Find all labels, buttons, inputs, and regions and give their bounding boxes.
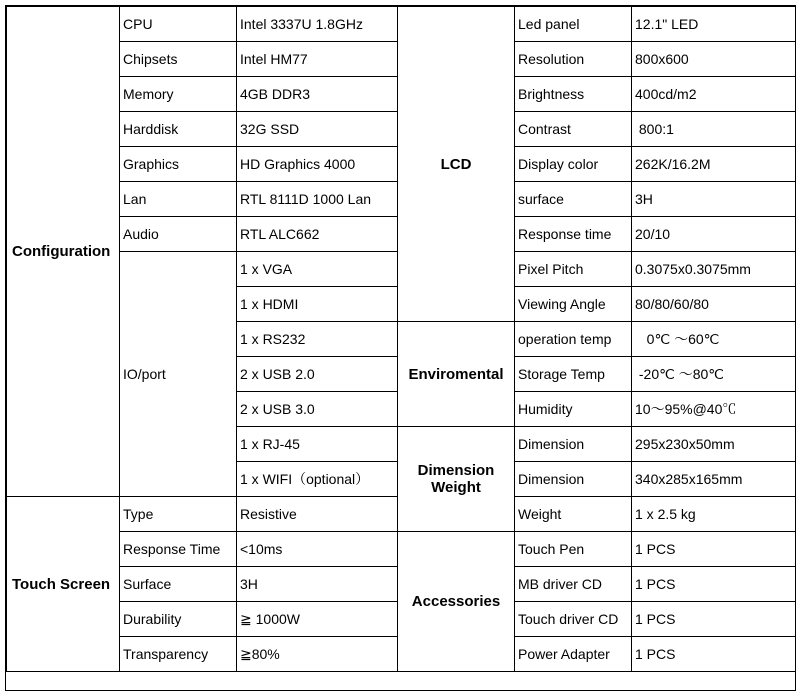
spec-value: 1 x VGA (237, 252, 398, 287)
spec-value: <10ms (237, 532, 398, 567)
spec-label: Response Time (120, 532, 237, 567)
spec-value: 1 x 2.5 kg (632, 497, 796, 532)
spec-value: 400cd/m2 (632, 77, 796, 112)
spec-value: 800x600 (632, 42, 796, 77)
spec-label: surface (515, 182, 632, 217)
spec-value: 12.1" LED (632, 7, 796, 42)
spec-label: Dimension (515, 462, 632, 497)
spec-label: operation temp (515, 322, 632, 357)
spec-label: Storage Temp (515, 357, 632, 392)
spec-value: 20/10 (632, 217, 796, 252)
spec-label: Brightness (515, 77, 632, 112)
spec-label: Graphics (120, 147, 237, 182)
spec-label: Lan (120, 182, 237, 217)
spec-label: MB driver CD (515, 567, 632, 602)
spec-value: 3H (237, 567, 398, 602)
spec-value: 80/80/60/80 (632, 287, 796, 322)
spec-value: RTL 8111D 1000 Lan (237, 182, 398, 217)
spec-value: 1 x RJ-45 (237, 427, 398, 462)
group-lcd: LCD (398, 7, 515, 322)
spec-label: Type (120, 497, 237, 532)
spec-label: Surface (120, 567, 237, 602)
spec-value: 800:1 (632, 112, 796, 147)
spec-value: 0.3075x0.3075mm (632, 252, 796, 287)
spec-value: 3H (632, 182, 796, 217)
group-accessories: Accessories (398, 532, 515, 672)
spec-value: -20℃ ～80℃ (632, 357, 796, 392)
spec-label: Harddisk (120, 112, 237, 147)
spec-value: 340x285x165mm (632, 462, 796, 497)
spec-label: Response time (515, 217, 632, 252)
spec-value: ≧80% (237, 637, 398, 672)
spec-label: Chipsets (120, 42, 237, 77)
spec-value: 1 PCS (632, 567, 796, 602)
spec-label: Led panel (515, 7, 632, 42)
spec-value: 1 x HDMI (237, 287, 398, 322)
spec-table (6, 6, 796, 672)
spec-label: Contrast (515, 112, 632, 147)
group-configuration: Configuration (7, 7, 120, 497)
spec-label: Humidity (515, 392, 632, 427)
spec-label: Dimension (515, 427, 632, 462)
spec-value: RTL ALC662 (237, 217, 398, 252)
spec-label: Display color (515, 147, 632, 182)
spec-value: 2 x USB 2.0 (237, 357, 398, 392)
spec-value: ≧ 1000W (237, 602, 398, 637)
spec-label: Audio (120, 217, 237, 252)
spec-label: Transparency (120, 637, 237, 672)
spec-value: 1 x WIFI（optional） (237, 462, 398, 497)
spec-value: 295x230x50mm (632, 427, 796, 462)
spec-value: 0℃ ～60℃ (632, 322, 796, 357)
spec-value: 32G SSD (237, 112, 398, 147)
spec-value: HD Graphics 4000 (237, 147, 398, 182)
spec-value: Resistive (237, 497, 398, 532)
group-dimension-weight (398, 427, 515, 532)
spec-label: Memory (120, 77, 237, 112)
spec-value: 1 PCS (632, 602, 796, 637)
spec-value: 262K/16.2M (632, 147, 796, 182)
spec-label: Touch Pen (515, 532, 632, 567)
spec-value: Intel 3337U 1.8GHz (237, 7, 398, 42)
spec-label: Viewing Angle (515, 287, 632, 322)
group-environmental: Enviromental (398, 322, 515, 427)
spec-value: 1 x RS232 (237, 322, 398, 357)
spec-value: 10～95%@40℃ (632, 392, 796, 427)
table-row (7, 7, 796, 42)
spec-label: Resolution (515, 42, 632, 77)
table-row (7, 532, 796, 567)
group-dimension-title: Dimension (417, 462, 495, 479)
spec-value: 2 x USB 3.0 (237, 392, 398, 427)
spec-value: 1 PCS (632, 532, 796, 567)
io-port-label: IO/port (120, 252, 237, 497)
spec-label: Power Adapter (515, 637, 632, 672)
spec-label: Durability (120, 602, 237, 637)
spec-label: Touch driver CD (515, 602, 632, 637)
spec-value: 4GB DDR3 (237, 77, 398, 112)
spec-value: 1 PCS (632, 637, 796, 672)
spec-label: CPU (120, 7, 237, 42)
spec-value: Intel HM77 (237, 42, 398, 77)
group-weight-title: Weight (431, 479, 481, 496)
group-touch-screen: Touch Screen (7, 497, 120, 672)
spec-label: Pixel Pitch (515, 252, 632, 287)
spec-label: Weight (515, 497, 632, 532)
